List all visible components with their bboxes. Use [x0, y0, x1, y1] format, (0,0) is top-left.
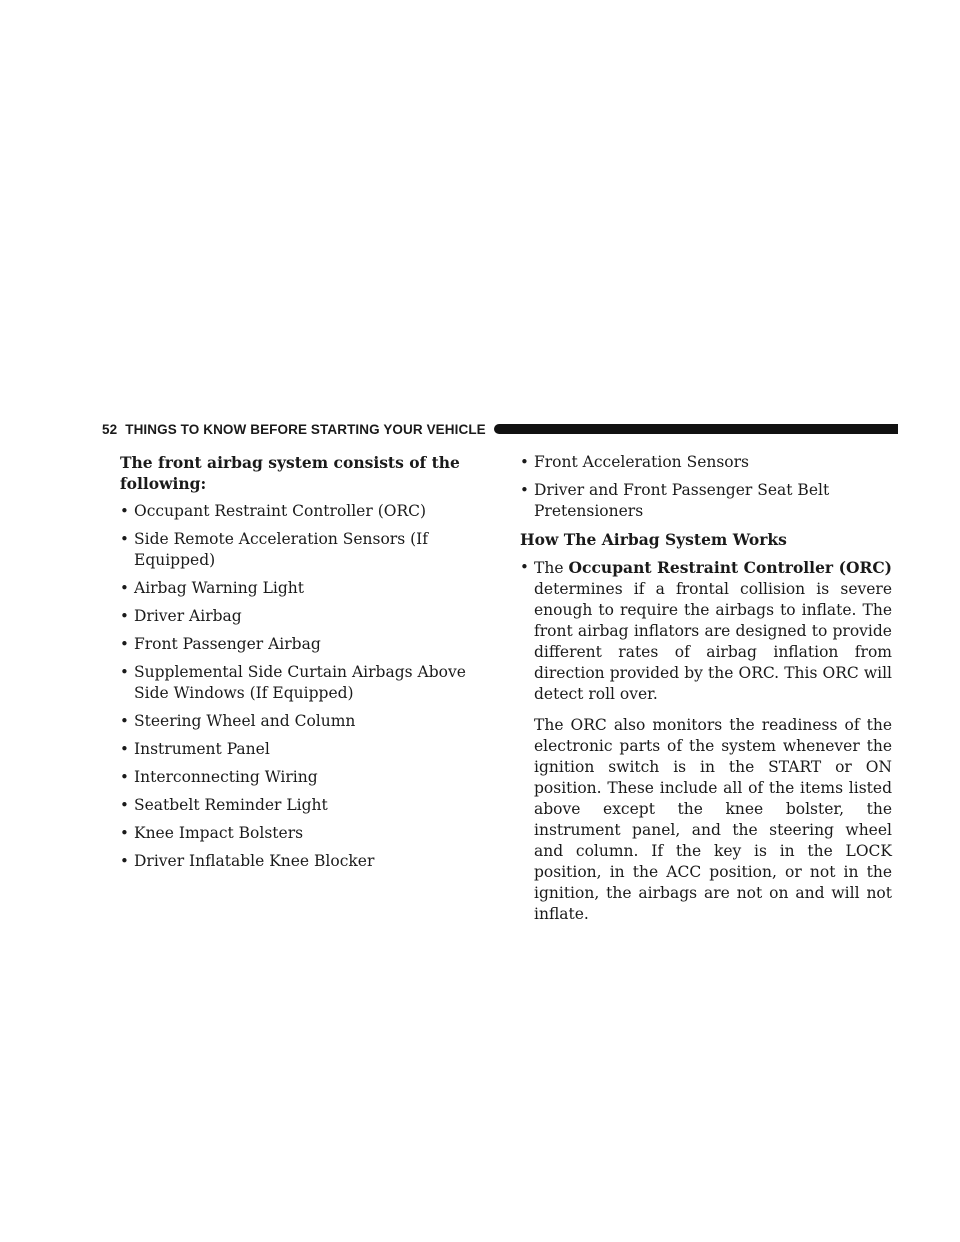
bullet-icon: • [120, 663, 129, 681]
body-paragraph: The ORC also monitors the readiness of the electronic parts of the system whenever the ignition switch is in the START or ON position. These include all of the items listed above except the knee bolster, the instrument panel, and the steering wheel and column. If the key is in the LOCK position, in the ACC position, or not in the ignition, the airbags are not on and will not inflate. [534, 716, 892, 923]
bullet-icon: • [120, 635, 129, 653]
page-header [102, 420, 898, 438]
bullet-icon: • [520, 481, 529, 499]
list-intro: The front airbag system consists of the following: [120, 453, 460, 493]
list-item: • Driver and Front Passenger Seat Belt Pretensioners [520, 481, 830, 520]
bullet-icon: • [120, 502, 129, 520]
explanation-list [520, 557, 892, 705]
list-item: • The Occupant Restraint Controller (ORC) determines if a frontal collision is severe enough to require the airbags to inflate. The front airbag inflators are designed to provide different rates of airbag inflation from direction provided by the ORC. This ORC will detect roll over. [520, 558, 892, 703]
component-list [120, 501, 490, 872]
list-item: • Seatbelt Reminder Light [120, 796, 328, 814]
bullet-icon: • [120, 579, 129, 597]
bullet-icon: • [120, 740, 129, 758]
list-item: • Driver Inflatable Knee Blocker [120, 852, 375, 870]
right-column [520, 452, 892, 925]
list-item: • Knee Impact Bolsters [120, 824, 304, 842]
bullet-icon: • [120, 824, 129, 842]
bullet-icon: • [520, 453, 529, 471]
list-item: • Front Passenger Airbag [120, 635, 321, 653]
bullet-icon: • [120, 768, 129, 786]
bullet-icon: • [120, 852, 129, 870]
bullet-icon: • [120, 607, 129, 625]
list-item: • Occupant Restraint Controller (ORC) [120, 502, 427, 520]
header-rule [494, 424, 898, 434]
bullet-icon: • [120, 796, 129, 814]
list-item: • Airbag Warning Light [120, 579, 304, 597]
list-item: • Interconnecting Wiring [120, 768, 318, 786]
bullet-icon: • [120, 712, 129, 730]
page-number: 52 [102, 421, 118, 437]
list-item: • Instrument Panel [120, 740, 270, 758]
list-item: • Side Remote Acceleration Sensors (If Equipped) [120, 530, 428, 569]
bullet-icon: • [520, 558, 529, 576]
term-orc: Occupant Restraint Controller (ORC) [568, 558, 892, 577]
chapter-title: THINGS TO KNOW BEFORE STARTING YOUR VEHICLE [125, 421, 486, 437]
bullet-icon: • [120, 530, 129, 548]
list-item: • Supplemental Side Curtain Airbags Above Side Windows (If Equipped) [120, 663, 466, 702]
list-item: • Steering Wheel and Column [120, 712, 356, 730]
section-heading: How The Airbag System Works [520, 530, 787, 549]
left-column [120, 452, 490, 879]
list-item: • Front Acceleration Sensors [520, 453, 749, 471]
component-list-continued [520, 452, 892, 522]
list-item: • Driver Airbag [120, 607, 242, 625]
